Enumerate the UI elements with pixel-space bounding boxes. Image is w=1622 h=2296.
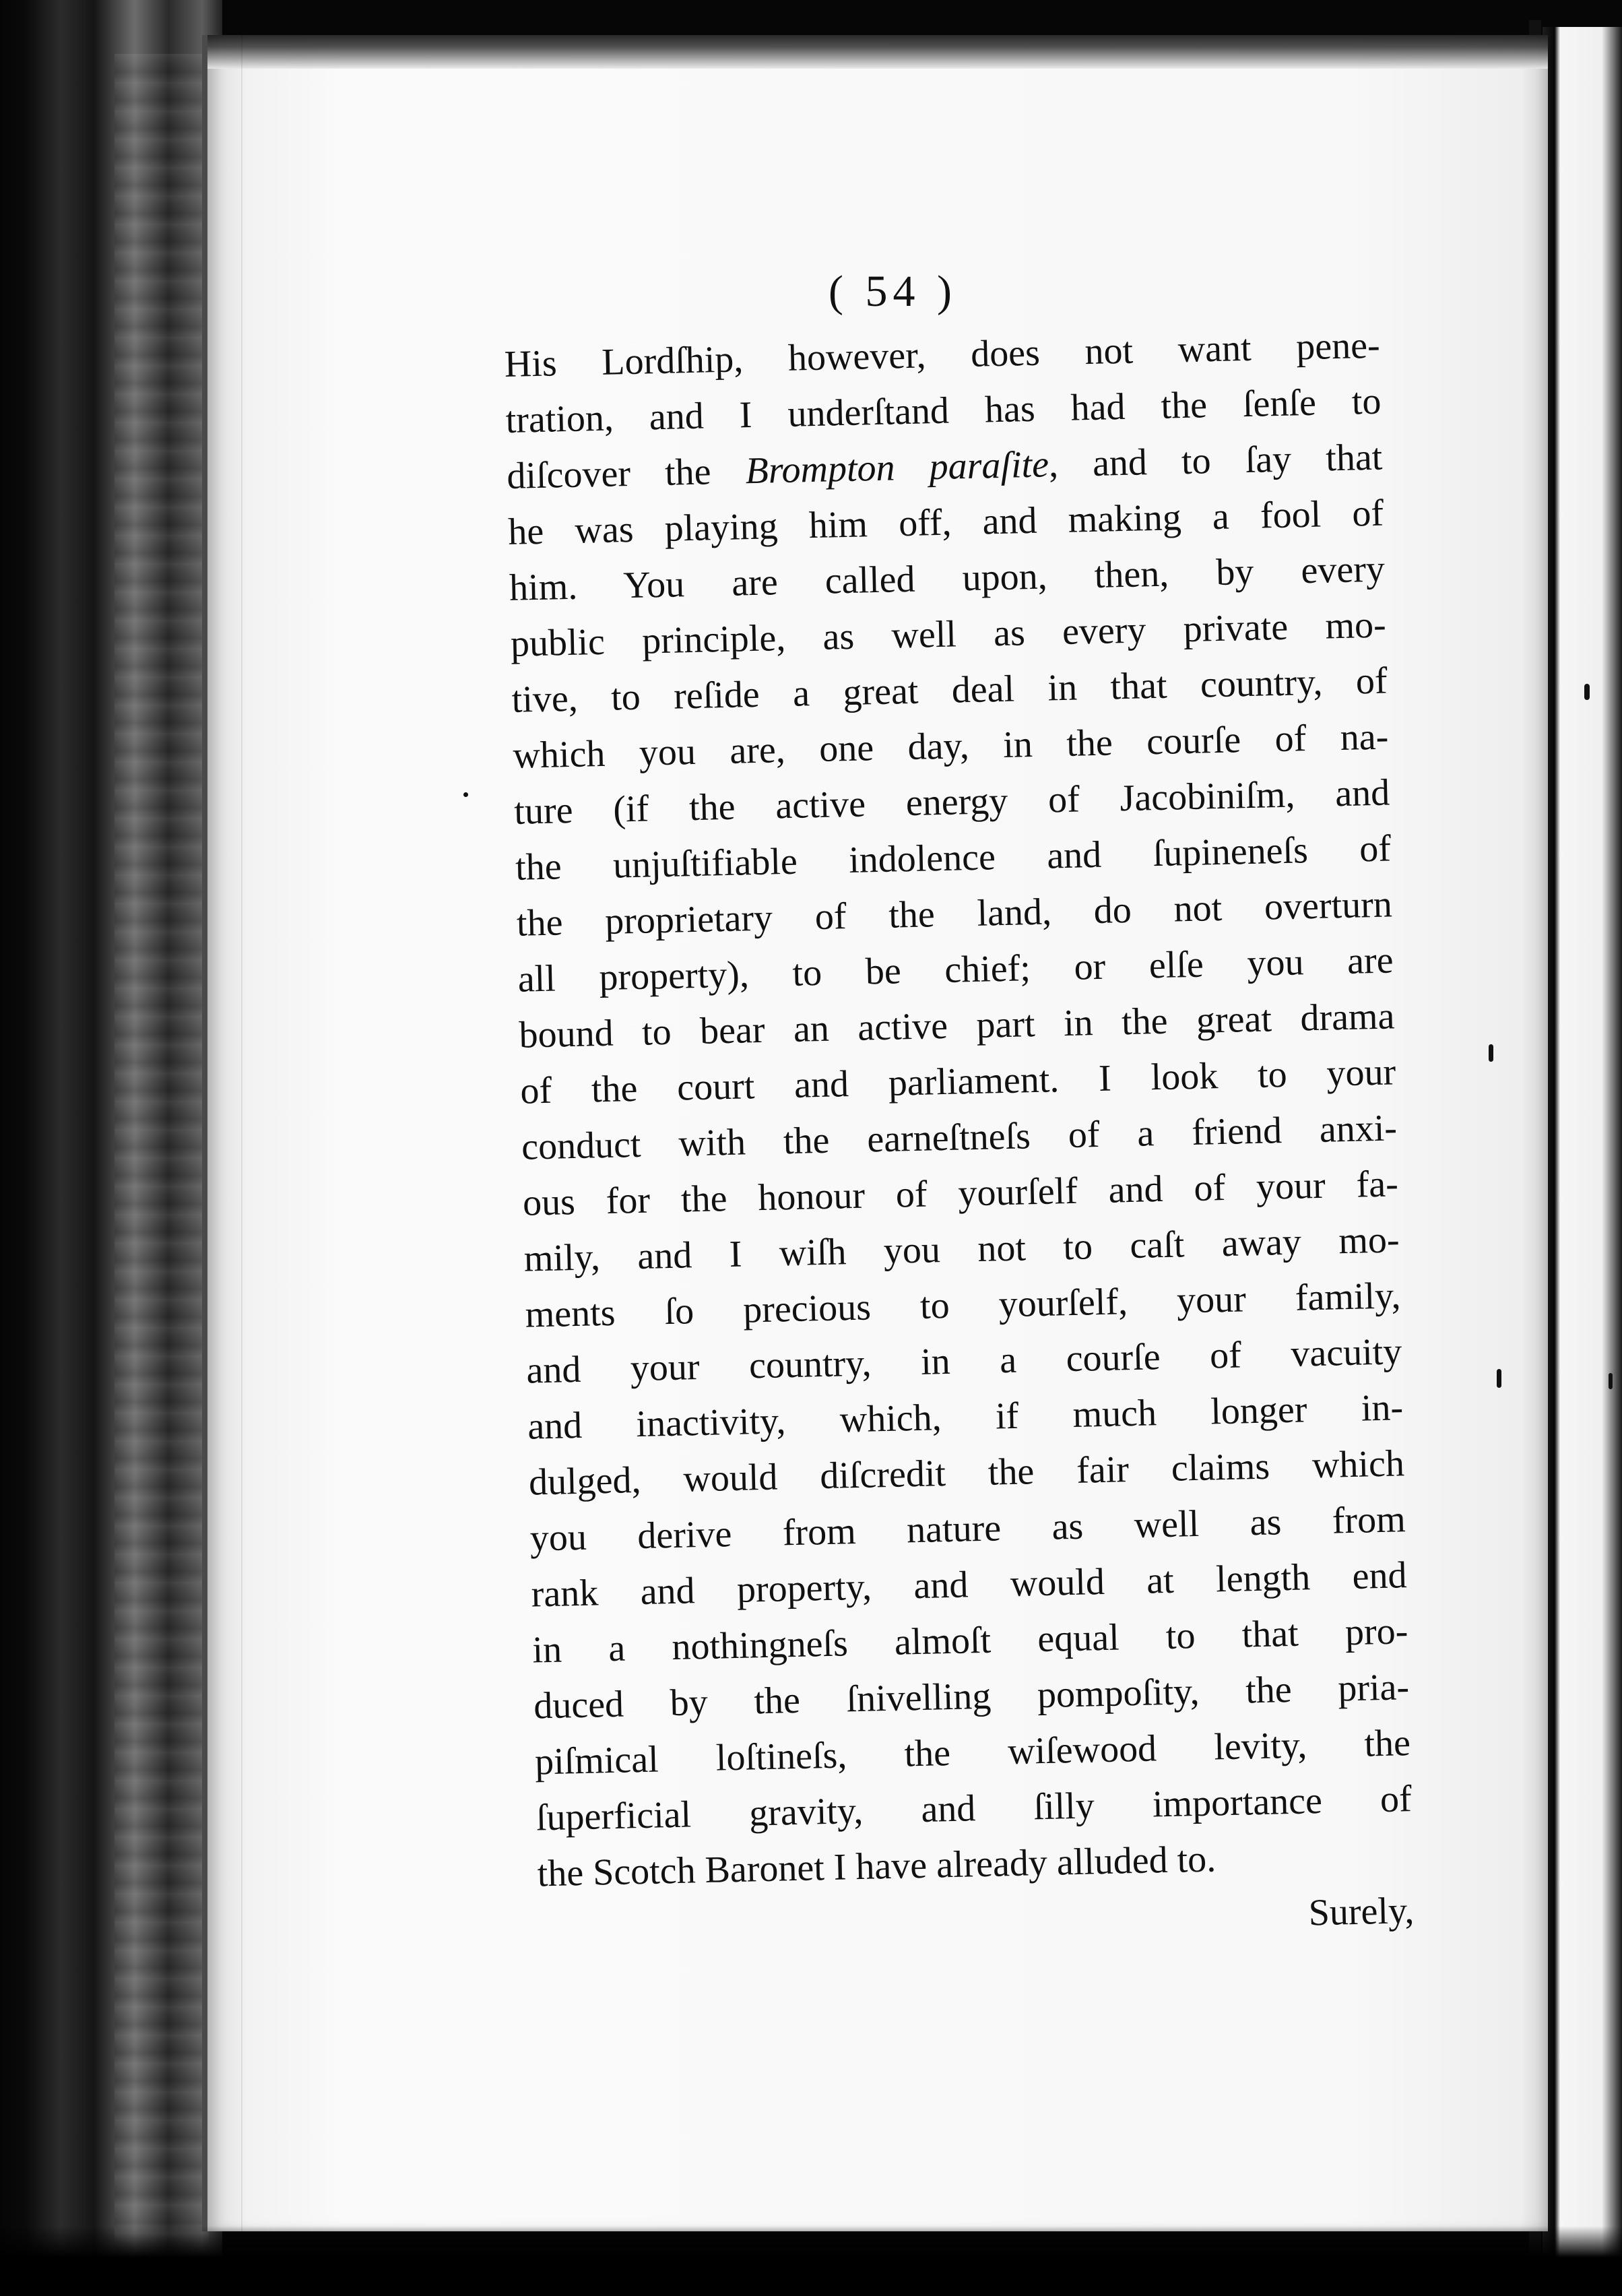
text-line: the unjuſtifiable indolence and ſupineneſs of bbox=[515, 827, 1392, 889]
ink-speck bbox=[1584, 684, 1590, 700]
italic-phrase: Brompton paraſite bbox=[744, 443, 1049, 492]
text-line: conduct with the earneſtneſs of a friend anxi- bbox=[521, 1107, 1398, 1168]
text-line: the Scotch Baronet I have already alluded to. bbox=[537, 1838, 1216, 1895]
text-line: you derive from nature as well as from bbox=[529, 1498, 1406, 1560]
text-line: ture (if the active energy of Jacobiniſm, and bbox=[513, 771, 1390, 833]
text-segment: , and to ſay that bbox=[1048, 436, 1383, 486]
text-line: of the court and parliament. I look to your bbox=[519, 1051, 1396, 1112]
text-line: in a nothingneſs almoſt equal to that pro- bbox=[531, 1610, 1408, 1671]
body-text bbox=[504, 318, 1415, 1958]
text-line: bound to bear an active part in the great drama bbox=[518, 995, 1395, 1056]
page-number: ( 54 ) bbox=[829, 267, 957, 316]
text-line: ments ſo precious to yourſelf, your family, bbox=[524, 1275, 1402, 1336]
text-line: the proprietary of the land, do not overturn bbox=[516, 883, 1393, 945]
text-line: which you are, one day, in the courſe of na- bbox=[512, 715, 1389, 777]
ink-speck bbox=[1489, 1044, 1493, 1062]
left-page-ripples bbox=[115, 54, 209, 2257]
text-segment: diſcover the bbox=[506, 450, 746, 497]
text-line: mily, and I wiſh you not to caſt away mo- bbox=[523, 1219, 1400, 1280]
text-line: tration, and I underſtand has had the ſenſe to bbox=[505, 380, 1382, 441]
text-line: public principle, as well as every private mo- bbox=[510, 604, 1387, 665]
text-line: duced by the ſnivelling pompoſity, the pria- bbox=[533, 1666, 1410, 1727]
text-line: ous for the honour of yourſelf and of your fa- bbox=[522, 1163, 1399, 1224]
text-line: he was playing him off, and making a fool of bbox=[507, 492, 1384, 553]
text-line: ſuperficial gravity, and ſilly importance of bbox=[536, 1778, 1413, 1839]
text-line: His Lordſhip, however, does not want pene- bbox=[504, 324, 1381, 385]
text-line: piſmical loſtineſs, the wiſewood levity, the bbox=[534, 1722, 1411, 1783]
text-line: rank and property, and would at length end bbox=[531, 1554, 1408, 1616]
text-line: and inactivity, which, if much longer in- bbox=[527, 1386, 1404, 1448]
text-line: all property), to be chief; or elſe you are bbox=[517, 939, 1394, 1000]
text-line: tive, to reſide a great deal in that country, of bbox=[511, 660, 1388, 721]
ink-speck bbox=[1609, 1373, 1613, 1389]
text-line: him. You are called upon, then, by every bbox=[509, 548, 1386, 609]
catchword: Surely, bbox=[1308, 1890, 1415, 1934]
ink-speck bbox=[463, 792, 468, 797]
ink-speck bbox=[1497, 1369, 1501, 1388]
right-page-strip bbox=[1543, 27, 1622, 2296]
text-line: and your country, in a courſe of vacuity bbox=[525, 1331, 1402, 1392]
bottom-scan-shadow bbox=[0, 2226, 1622, 2296]
text-line: dulged, would diſcredit the fair claims which bbox=[528, 1442, 1405, 1504]
